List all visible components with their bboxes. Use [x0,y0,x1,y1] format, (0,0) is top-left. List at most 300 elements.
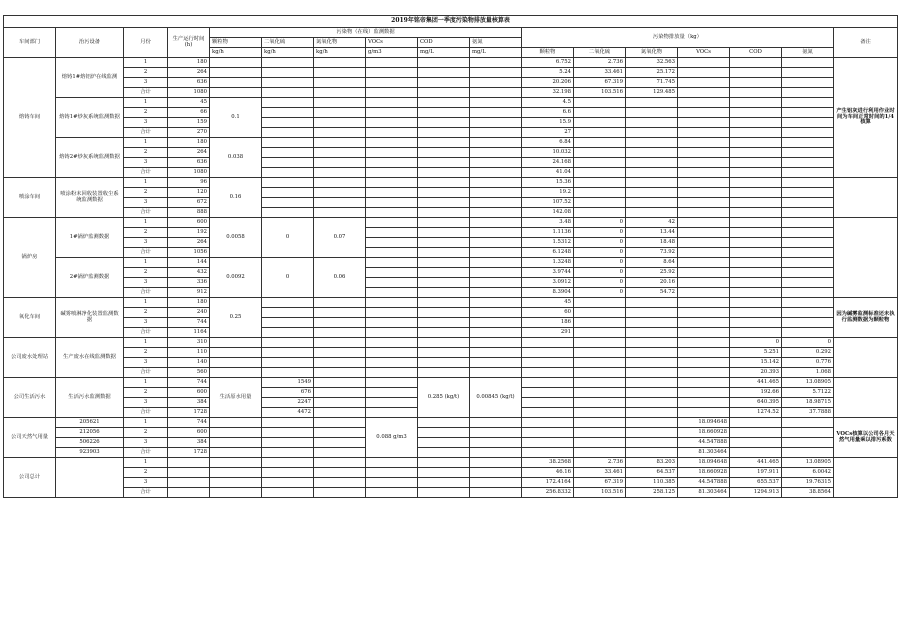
emission-cell [678,378,730,388]
total-monitor-blank [262,478,314,488]
emission-cell: 25.172 [626,68,678,78]
emission-cell [574,308,626,318]
dept-name: 锅炉房 [4,218,56,298]
table-row [4,138,898,148]
total-monitor-blank [314,488,366,498]
emission-cell: 186 [522,318,574,328]
total-monitor-blank [418,478,470,488]
monitor-cell [210,368,262,378]
emission-cell [678,338,730,348]
emission-cell [730,208,782,218]
emission-cell: 15.9 [522,118,574,128]
emission-cell [574,358,626,368]
table-row [4,378,898,388]
emission-cell [730,58,782,68]
monitor-cell [314,178,366,188]
monitor-cell [262,208,314,218]
hours-cell: 180 [168,138,210,148]
emission-cell [678,398,730,408]
emission-cell [730,108,782,118]
monitor-cell [314,438,366,448]
monitor-cell [470,368,522,378]
monitor-cell [366,258,418,268]
monitor-cell [470,308,522,318]
monitor-cell [314,308,366,318]
emission-cell [730,138,782,148]
emission-cell [626,388,678,398]
monitor-cell [262,118,314,128]
monitor-cell [366,388,418,398]
monitor-cell [314,378,366,388]
month-cell: 3 [124,398,168,408]
total-emission-cell: 13.08905 [782,458,834,468]
month-cell: 2 [124,188,168,198]
total-emission-cell: 256.8332 [522,488,574,498]
monitor-merged-cell: 0.088 g/m3 [366,418,418,458]
emission-cell: 0 [574,238,626,248]
emission-cell: 32.198 [522,88,574,98]
emission-cell: 0 [730,338,782,348]
emission-cell [678,208,730,218]
monitor-cell [418,128,470,138]
emission-cell [730,218,782,228]
header-emission-pollutant: 氮氧化物 [626,48,678,58]
header-emission-group: 污染物排放量（kg） [522,28,834,48]
total-emission-cell: 46.16 [522,468,574,478]
monitor-cell [366,218,418,228]
monitor-cell [314,318,366,328]
emission-cell: 3.9744 [522,268,574,278]
monitor-cell [210,68,262,78]
monitor-cell [366,148,418,158]
emission-cell [678,298,730,308]
month-cell: 1 [124,418,168,428]
emission-cell [678,218,730,228]
emission-cell [730,178,782,188]
emission-cell [782,158,834,168]
monitor-cell [262,358,314,368]
emission-cell [522,388,574,398]
hours-cell: 744 [168,418,210,428]
total-monitor-blank [210,458,262,468]
monitor-cell [418,308,470,318]
header-monitor-pollutant: 二氧化硫 [262,38,314,48]
monitor-cell [262,318,314,328]
total-remark-blank [834,458,898,498]
monitor-cell [210,438,262,448]
monitor-cell [366,278,418,288]
emission-cell [678,318,730,328]
emission-cell [678,158,730,168]
emission-cell [782,168,834,178]
emission-cell [730,118,782,128]
monitor-cell [418,368,470,378]
emission-cell [730,248,782,258]
table-row [4,468,898,478]
emission-cell: 0 [574,248,626,258]
emission-cell [522,398,574,408]
monitor-cell [262,138,314,148]
emission-cell: 6.6 [522,108,574,118]
equipment-name: 506226 [56,438,124,448]
header-unit: g/m3 [366,48,418,58]
table-row [4,258,898,268]
emission-cell [782,218,834,228]
emission-cell [782,238,834,248]
hours-cell: 384 [168,398,210,408]
monitor-cell [470,348,522,358]
monitor-cell [262,438,314,448]
monitor-cell [366,158,418,168]
total-monitor-blank [262,458,314,468]
monitor-cell [470,258,522,268]
emission-cell [626,348,678,358]
emission-cell [574,448,626,458]
total-emission-cell: 197.911 [730,468,782,478]
month-cell: 3 [124,358,168,368]
monitor-cell [314,368,366,378]
emission-cell: 37.7888 [782,408,834,418]
month-cell: 合计 [124,288,168,298]
emission-cell [730,448,782,458]
total-emission-cell: 18.094648 [678,458,730,468]
hours-cell: 432 [168,268,210,278]
emission-cell: 54.72 [626,288,678,298]
emission-cell [574,398,626,408]
monitor-cell [418,78,470,88]
header-emission-pollutant: 颗粒物 [522,48,574,58]
monitor-merged-cell: 0.06 [314,258,366,298]
emission-cell [574,338,626,348]
hours-cell: 744 [168,378,210,388]
monitor-cell [470,438,522,448]
monitor-cell [314,68,366,78]
monitor-cell [314,158,366,168]
dept-name: 公司生活污水 [4,378,56,418]
monitor-cell [470,88,522,98]
hours-cell: 264 [168,238,210,248]
total-emission-cell: 2.736 [574,458,626,468]
monitor-cell [418,68,470,78]
emission-cell: 1274.52 [730,408,782,418]
table-row [4,338,898,348]
total-emission-cell: 1294.913 [730,488,782,498]
monitor-cell [470,108,522,118]
monitor-cell [418,238,470,248]
header-hours: 生产运行时间(h) [168,28,210,58]
hours-cell: 66 [168,108,210,118]
table-row [4,218,898,228]
monitor-cell [470,188,522,198]
emission-cell: 71.745 [626,78,678,88]
month-cell: 2 [124,108,168,118]
total-emission-cell: 19.76315 [782,478,834,488]
total-hours-blank [168,478,210,488]
emission-cell: 18.48 [626,238,678,248]
emission-cell: 27 [522,128,574,138]
hours-cell: 310 [168,338,210,348]
emission-cell [626,418,678,428]
emission-cell [730,148,782,158]
total-monitor-blank [314,468,366,478]
month-cell: 3 [124,158,168,168]
month-cell: 2 [124,348,168,358]
monitor-cell [418,58,470,68]
table-row [4,318,898,328]
emission-cell [626,438,678,448]
emission-cell [626,108,678,118]
emission-cell: 10.032 [522,148,574,158]
emission-cell [730,168,782,178]
total-emission-cell: 38.2568 [522,458,574,468]
monitor-cell [366,138,418,148]
total-month: 3 [124,478,168,488]
monitor-cell [210,78,262,88]
monitor-cell [366,318,418,328]
month-cell: 1 [124,218,168,228]
monitor-cell [262,188,314,198]
monitor-cell [314,338,366,348]
monitor-cell [470,328,522,338]
monitor-cell [210,58,262,68]
emission-cell [574,348,626,358]
header-dept: 车间部门 [4,28,56,58]
monitor-cell [314,418,366,428]
emission-cell [574,318,626,328]
header-monitor-pollutant: 颗粒物 [210,38,262,48]
emission-cell [678,188,730,198]
emission-cell [626,178,678,188]
monitor-cell [314,58,366,68]
emission-cell [574,118,626,128]
monitor-cell [470,118,522,128]
monitor-cell [262,418,314,428]
total-dept: 公司总计 [4,458,56,498]
total-monitor-blank [418,468,470,478]
monitor-cell [366,348,418,358]
monitor-cell [262,148,314,158]
emission-cell: 142.08 [522,208,574,218]
hours-cell: 384 [168,438,210,448]
emission-cell: 0 [574,228,626,238]
monitor-cell [470,248,522,258]
monitor-cell [262,368,314,378]
emission-cell [782,138,834,148]
monitor-cell [470,148,522,158]
emission-cell [574,418,626,428]
monitor-cell [470,68,522,78]
emission-cell [782,208,834,218]
emission-cell [730,328,782,338]
monitor-cell [470,268,522,278]
emission-cell [626,298,678,308]
monitor-cell [262,178,314,188]
emission-cell [574,198,626,208]
emission-cell: 18.660928 [678,428,730,438]
equipment-name: 熔铸2#炒灰系统监测数据 [56,138,124,178]
emission-cell [574,298,626,308]
total-emission-cell: 655.537 [730,478,782,488]
total-emission-cell: 44.547888 [678,478,730,488]
month-cell: 2 [124,388,168,398]
emission-cell [782,318,834,328]
emission-cell: 0 [574,268,626,278]
total-hours-blank [168,468,210,478]
emission-cell: 13.44 [626,228,678,238]
equipment-name: 熔铸1#炒灰系统监测数据 [56,98,124,138]
emission-cell: 20.16 [626,278,678,288]
hours-cell: 636 [168,158,210,168]
month-cell: 3 [124,278,168,288]
total-monitor-blank [210,478,262,488]
emission-cell [626,358,678,368]
emission-cell: 5.7122 [782,388,834,398]
header-unit: kg/h [210,48,262,58]
emission-cell [574,158,626,168]
emission-cell: 0.292 [782,348,834,358]
monitor-cell [262,348,314,358]
emission-cell [730,288,782,298]
table-row [4,368,898,378]
total-monitor-blank [366,468,418,478]
total-emission-cell: 83.203 [626,458,678,468]
total-monitor-blank [314,478,366,488]
emission-cell: 6.84 [522,138,574,148]
monitor-cell [470,198,522,208]
month-cell: 2 [124,268,168,278]
table-row [4,298,898,308]
month-cell: 1 [124,338,168,348]
monitor-cell [262,78,314,88]
table-row [4,118,898,128]
total-monitor-blank [418,458,470,468]
table-row [4,488,898,498]
monitor-cell [470,418,522,428]
emission-cell [730,158,782,168]
monitor-merged-cell: 生活原水用量 [210,378,262,418]
emission-cell [782,428,834,438]
emission-cell [626,208,678,218]
monitor-cell [418,228,470,238]
monitor-cell [314,428,366,438]
header-remark: 备注 [834,28,898,58]
month-cell: 1 [124,138,168,148]
emission-cell [782,308,834,318]
monitor-cell [418,358,470,368]
total-emission-cell: 258.125 [626,488,678,498]
emission-cell [782,78,834,88]
monitor-cell [314,208,366,218]
monitor-cell [418,288,470,298]
emission-cell [626,198,678,208]
emission-cell: 291 [522,328,574,338]
month-cell: 合计 [124,408,168,418]
equipment-name: 923903 [56,448,124,458]
monitor-cell [418,148,470,158]
monitor-cell [418,98,470,108]
emission-cell: 640.395 [730,398,782,408]
table-row [4,178,898,188]
monitor-cell: 4472 [262,408,314,418]
emission-cell [782,178,834,188]
total-month: 1 [124,458,168,468]
monitor-cell [262,158,314,168]
total-emission-cell: 441.465 [730,458,782,468]
monitor-cell [470,318,522,328]
remark-cell [834,338,898,378]
header-monitor-pollutant: COD [418,38,470,48]
header-monitor-pollutant: 氮氧化物 [314,38,366,48]
monitor-cell [418,268,470,278]
month-cell: 3 [124,198,168,208]
emission-cell: 8.64 [626,258,678,268]
emission-cell [626,148,678,158]
monitor-cell [366,118,418,128]
monitor-cell [314,148,366,158]
monitor-cell [470,128,522,138]
table-row [4,198,898,208]
emission-table [3,15,898,498]
table-row [4,168,898,178]
emission-cell [730,308,782,318]
monitor-cell: 2247 [262,398,314,408]
total-month: 合计 [124,488,168,498]
hours-cell: 600 [168,428,210,438]
monitor-cell [366,108,418,118]
monitor-cell: 676 [262,388,314,398]
month-cell: 合计 [124,128,168,138]
emission-cell: 3.48 [522,218,574,228]
table-row [4,268,898,278]
header-emission-pollutant: VOCs [678,48,730,58]
monitor-merged-cell: 0.00845 (kg/t) [470,378,522,418]
monitor-cell [470,228,522,238]
month-cell: 3 [124,78,168,88]
emission-cell [678,108,730,118]
total-hours-blank [168,488,210,498]
emission-cell: 8.3904 [522,288,574,298]
total-monitor-blank [210,488,262,498]
month-cell: 合计 [124,328,168,338]
monitor-cell [418,258,470,268]
monitor-cell [366,238,418,248]
emission-cell: 18.094648 [678,418,730,428]
emission-cell: 6.1248 [522,248,574,258]
total-monitor-blank [366,458,418,468]
emission-cell [730,438,782,448]
hours-cell: 636 [168,78,210,88]
monitor-cell [262,298,314,308]
emission-cell: 441.465 [730,378,782,388]
emission-cell [678,148,730,158]
equipment-name: 1#锅炉监测数据 [56,218,124,258]
monitor-cell [314,108,366,118]
emission-cell [782,258,834,268]
emission-cell [626,408,678,418]
emission-cell [522,428,574,438]
emission-cell [626,188,678,198]
monitor-cell [418,198,470,208]
table-row [4,108,898,118]
sheet-title: 2019年铭帝集团一季度污染物排放量核算表 [4,16,898,28]
emission-cell [730,128,782,138]
hours-cell: 672 [168,198,210,208]
emission-cell: 5.24 [522,68,574,78]
monitor-merged-cell: 0.25 [210,298,262,338]
header-monitor-pollutant: VOCs [366,38,418,48]
monitor-cell [210,428,262,438]
month-cell: 3 [124,118,168,128]
